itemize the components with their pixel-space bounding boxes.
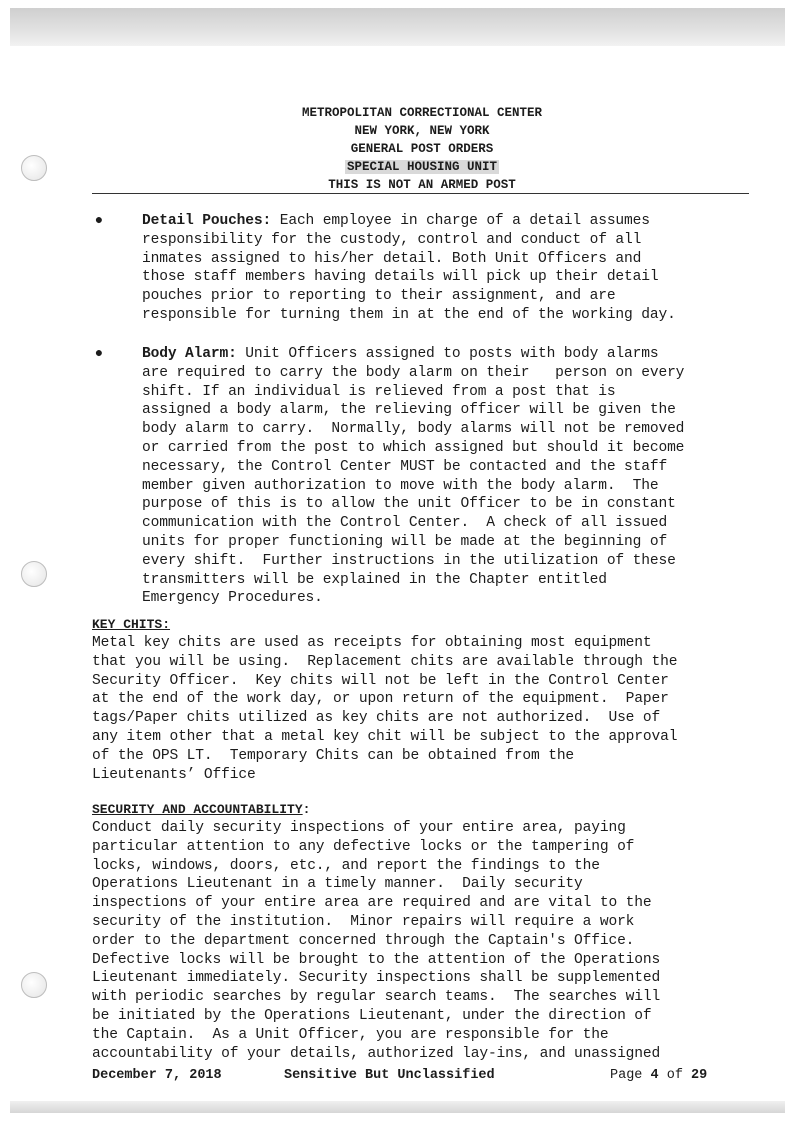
page-total: 29: [691, 1068, 708, 1083]
bullet-icon: ●: [94, 213, 104, 229]
header-armed-status: THIS IS NOT AN ARMED POST: [328, 178, 516, 192]
section-heading: KEY CHITS:: [92, 617, 171, 632]
bullet-body: Unit Officers assigned to posts with body alarms are required to carry the body alarm on their person on every shift. If an individual is relieved from a post that is assigned a body alarm, the relieving officer will be given the body alarm to carry. Normally, body alarms will not be removed or carried from the post to which assigned but should it become necessary, the Control Center MUST be contacted and the staff member given authorization to move with the body alarm. The purpose of this is to allow the unit Officer to be in constant communication with the Control Center. A check of all issued units for proper functioning will be made at the beginning of every shift. Further instructions in the utilization of these transmitters will be explained in the Chapter entitled Emergency Procedures.: [142, 346, 685, 607]
bullet-icon: ●: [94, 346, 104, 362]
bullet-term: Body Alarm:: [142, 346, 237, 362]
bullet-paragraph: [142, 345, 752, 608]
bullet-body-alarm: [92, 345, 752, 608]
page-label: Page: [610, 1068, 643, 1083]
header-institution: METROPOLITAN CORRECTIONAL CENTER: [301, 106, 543, 120]
bullet-detail-pouches: [92, 212, 752, 325]
header-doc-type: GENERAL POST ORDERS: [350, 142, 494, 156]
section-security-accountability: [92, 801, 757, 1063]
page-current: 4: [650, 1068, 659, 1083]
document-header: [92, 104, 752, 194]
header-location: NEW YORK, NEW YORK: [354, 124, 490, 138]
footer-page-number: [610, 1067, 707, 1085]
scan-edge-top: [10, 8, 785, 46]
punch-hole-bottom: [21, 972, 47, 998]
page-of: of: [666, 1068, 683, 1083]
section-key-chits: [92, 616, 757, 784]
section-heading-colon: :: [302, 802, 311, 817]
bullet-paragraph: [142, 212, 752, 325]
footer-classification: Sensitive But Unclassified: [284, 1068, 495, 1083]
punch-hole-middle: [21, 561, 47, 587]
punch-hole-top: [21, 155, 47, 181]
scan-edge-bottom: [10, 1101, 785, 1113]
header-unit: SPECIAL HOUSING UNIT: [346, 160, 498, 174]
footer-date: December 7, 2018: [92, 1068, 222, 1083]
bullet-term: Detail Pouches:: [142, 213, 272, 229]
section-heading-text: SECURITY AND ACCOUNTABILITY: [92, 802, 303, 817]
header-divider: [92, 193, 749, 194]
section-body: Conduct daily security inspections of your entire area, paying particular attention to any defective locks or the tampering of locks, windows, doors, etc., and report the findings to the Operations Lieutenant in a timely manner. Daily security inspections of your entire area are required and are vital to the security of the institution. Minor repairs will require a work order to the department concerned through the Captain's Office. Defective locks will be brought to the attention of the Operations Lieutenant immediately. Security inspections shall be supplemented with periodic searches by regular search teams. The searches will be initiated by the Operations Lieutenant, under the direction of the Captain. As a Unit Officer, you are responsible for the accountability of your details, authorized lay-ins, and unassigned: [92, 820, 661, 1062]
section-heading: [92, 801, 757, 819]
section-body: Metal key chits are used as receipts for obtaining most equipment that you will be using. Replacement chits are available through the Security Officer. Key chits will not be left in the Control Center at the end of the work day, or upon return of the equipment. Paper tags/Paper chits utilized as key chits are not authorized. Use of any item other that a metal key chit will be subject to the approval of the OPS LT. Temporary Chits can be obtained from the Lieutenants’ Office: [92, 635, 678, 783]
bullet-body: Each employee in charge of a detail assumes responsibility for the custody, control and conduct of all inmates assigned to his/her detail. Both Unit Officers and those staff members having details will pick up their detail pouches prior to reporting to their assignment, and are responsible for turning them in at the end of the working day.: [142, 213, 676, 323]
